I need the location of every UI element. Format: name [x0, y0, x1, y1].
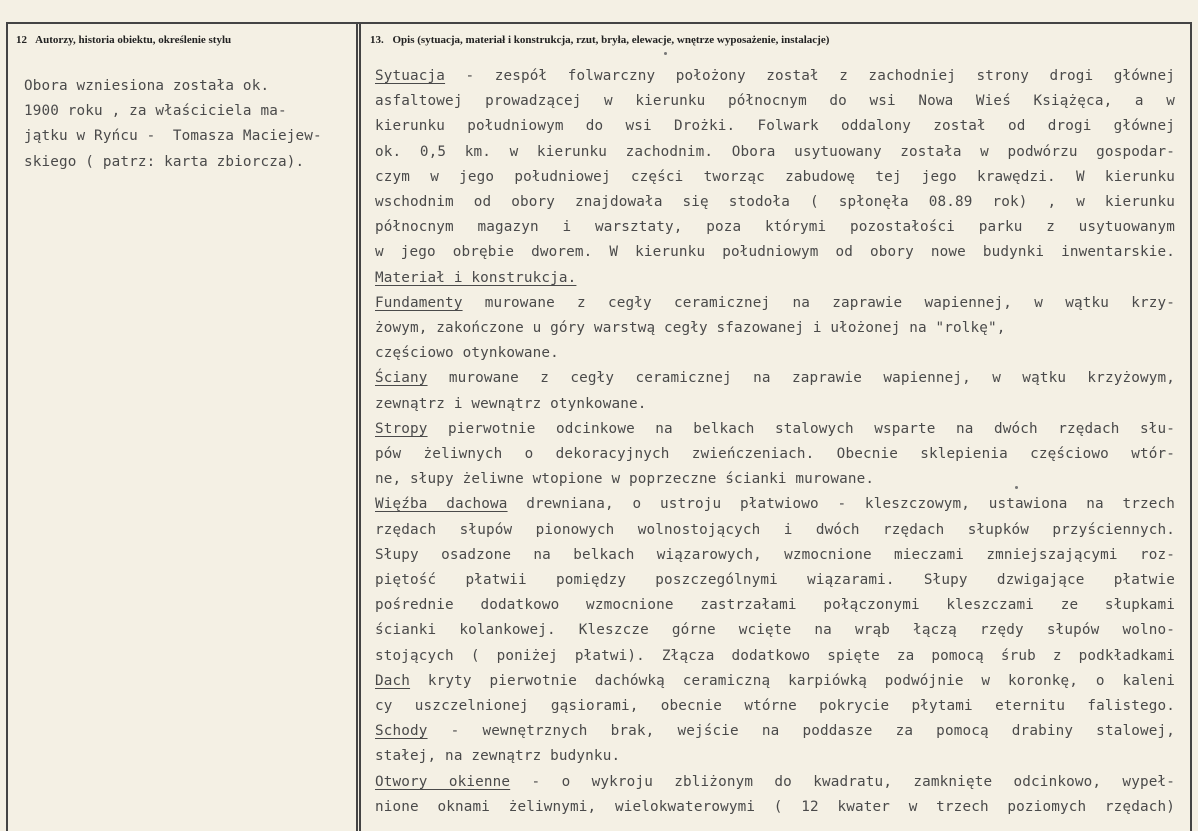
description-line — [375, 644, 1175, 669]
description-line — [375, 618, 1175, 643]
ink-speck — [1015, 486, 1018, 489]
section-heading: Dach — [375, 672, 411, 689]
section-heading: Ściany — [375, 370, 428, 387]
description-line — [375, 316, 1175, 341]
history-line: Obora wzniesiona została ok. — [24, 78, 270, 94]
line-text: czym w jego południowej części tworząc zabudowę tej jego krawędzi. W kierunku — [375, 168, 1175, 185]
description-line — [375, 165, 1175, 190]
description-line — [375, 795, 1175, 820]
description-line — [375, 240, 1175, 265]
description-line — [375, 392, 1175, 417]
section-heading: Otwory okienne — [375, 773, 511, 790]
line-text: pów żeliwnych o dekoracyjnych zwieńczeniach. Obecnie sklepienia częściowo wtór- — [375, 446, 1175, 463]
line-text: kryty pierwotnie dachówką ceramiczną karpiówką podwójnie w koronkę, o kaleni — [410, 672, 1175, 689]
description-line — [375, 366, 1175, 391]
right-header-number: 13. — [370, 34, 384, 46]
history-line: jątku w Ryńcu - Tomasza Maciejew- — [24, 128, 322, 145]
history-line: 1900 roku , za właściciela ma- — [24, 103, 287, 120]
ink-speck — [664, 52, 667, 55]
line-text: w jego obrębie dworem. W kierunku południowym od obory nowe budynki inwentarskie. — [375, 244, 1175, 261]
line-text: kierunku południowym do wsi Drożki. Folwark oddalony został od drogi głównej — [375, 118, 1175, 135]
column-divider — [356, 22, 361, 831]
line-text: częściowo otynkowane. — [375, 345, 559, 362]
description-line — [375, 744, 1175, 769]
line-text: zewnątrz i wewnątrz otynkowane. — [375, 395, 647, 412]
section-heading: Schody — [375, 723, 428, 740]
line-text: północnym magazyn i warsztaty, poza którymi pozostałości parku z usytuowanym — [375, 219, 1175, 236]
right-column-header — [370, 34, 829, 46]
line-text: pierwotnie odcinkowe na belkach stalowych wsparte na dwóch rzędach słu- — [427, 420, 1175, 437]
description-line — [375, 291, 1175, 316]
line-text: murowane z cegły ceramicznej na zaprawie wapiennej, w wątku krzyżowym, — [427, 370, 1175, 387]
line-text: stojących ( poniżej płatwi). Złącza dodatkowo spięte za pomocą śrub z podkładkami — [375, 647, 1175, 664]
description-line — [375, 593, 1175, 618]
line-text: nione oknami żeliwnymi, wielokwaterowymi ( 12 kwater w trzech poziomych rzędach) — [375, 798, 1175, 815]
description-line — [375, 64, 1175, 89]
description-line — [375, 543, 1175, 568]
line-text: cy uszczelnionej gąsiorami, obecnie wtórne pokrycie płytami eternitu falistego. — [375, 698, 1175, 715]
description-line — [375, 190, 1175, 215]
line-text: drewniana, o ustroju płatwiowo - kleszczowym, ustawiona na trzech — [507, 496, 1175, 513]
description-line — [375, 215, 1175, 240]
line-text: asfaltowej prowadzącej w kierunku północnym do wsi Nowa Wieś Książęca, a w — [375, 93, 1175, 110]
section-heading: Stropy — [375, 420, 428, 437]
description-line — [375, 694, 1175, 719]
section-heading: Więźba dachowa — [375, 496, 508, 513]
description-line — [375, 770, 1175, 795]
section-heading: Materiał i konstrukcja. — [375, 269, 577, 286]
description-line — [375, 518, 1175, 543]
line-text: rzędach słupów pionowych wolnostojących i dwóch rzędach słupków przyściennych. — [375, 521, 1175, 538]
line-text: ok. 0,5 km. w kierunku zachodnim. Obora usytuowany została w podwórzu gospodar- — [375, 143, 1175, 160]
description-line — [375, 140, 1175, 165]
description-line — [375, 568, 1175, 593]
description-line — [375, 719, 1175, 744]
line-text: - wewnętrznych brak, wejście na poddasze za pomocą drabiny stalowej, — [427, 723, 1175, 740]
description-line — [375, 492, 1175, 517]
description-line — [375, 89, 1175, 114]
left-header-number: 12 — [16, 34, 27, 46]
line-text: Słupy osadzone na belkach wiązarowych, wzmocnione mieczami zmniejszającymi roz- — [375, 546, 1175, 563]
description-line — [375, 341, 1175, 366]
right-header-title: Opis (sytuacja, materiał i konstrukcja, rzut, bryła, elewacje, wnętrze wyposażenie, instalacje) — [392, 34, 830, 46]
line-text: żowym, zakończone u góry warstwą cegły sfazowanej i ułożonej na "rolkę", — [375, 320, 1006, 337]
line-text: murowane z cegły ceramicznej na zaprawie wapiennej, w wątku krzy- — [462, 294, 1175, 311]
section-heading: Sytuacja — [375, 68, 446, 84]
history-line: skiego ( patrz: karta zbiorcza). — [24, 153, 305, 170]
line-text: ne, słupy żeliwne wtopione w poprzeczne ścianki murowane. — [375, 471, 875, 488]
line-text: - o wykroju zbliżonym do kwadratu, zamknięte odcinkowo, wypeł- — [510, 773, 1175, 790]
line-text: - zespół folwarczny położony został z zachodniej strony drogi głównej — [445, 68, 1175, 84]
section-heading: Fundamenty — [375, 294, 463, 311]
description-line — [375, 467, 1175, 492]
line-text: pośrednie dodatkowo wzmocnione zastrzałami połączonymi kleszczami ze słupkami — [375, 597, 1175, 614]
description-line — [375, 442, 1175, 467]
description-line — [375, 417, 1175, 442]
description-line — [375, 114, 1175, 139]
description-line — [375, 669, 1175, 694]
history-text — [24, 74, 350, 175]
description-line — [375, 266, 1175, 291]
left-column-header — [16, 34, 231, 46]
line-text: stałej, na zewnątrz budynku. — [375, 748, 621, 765]
left-header-title: Autorzy, historia obiektu, określenie stylu — [35, 34, 232, 46]
line-text: ścianki kolankowej. Kleszcze górne wcięte na wrąb łączą rzędy słupów wolno- — [375, 622, 1175, 639]
line-text: piętość płatwii pomiędzy poszczególnymi wiązarami. Słupy dzwigające płatwie — [375, 572, 1175, 589]
line-text: wschodnim od obory znajdowała się stodoła ( spłonęła 08.89 rok) , w kierunku — [375, 194, 1175, 211]
description-text — [375, 64, 1175, 820]
